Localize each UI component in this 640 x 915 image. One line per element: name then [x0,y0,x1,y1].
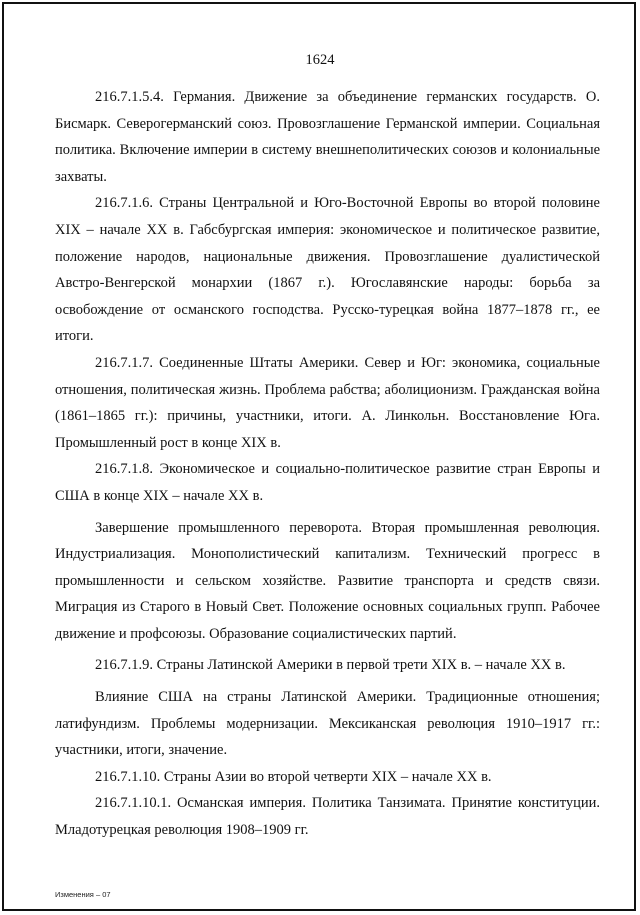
paragraph-usa: 216.7.1.7. Соединенные Штаты Америки. Север и Юг: экономика, социальные отношения, политическая жизнь. Проблема рабства; аболиционизм. Гражданская война (1861–1865 гг.): причины, участники, итоги. А. Линкольн. Восстановление Юга. Промышленный рост в конце XIX в. [55,354,600,451]
paragraph-central-europe: 216.7.1.6. Страны Центральной и Юго-Восточной Европы во второй половине XIX – начале XX в. Габсбургская империя: экономическое и политическое развитие, положение народов, национальные движения. Провозглашение дуалистической Австро-Венгерской монархии (1867 г.). Югославянские народы: борьба за освобождение от османского господства. Русско-турецкая война 1877–1878 гг., ее итоги. [55,195,600,345]
paragraph-latin-america: Влияние США на страны Латинской Америки. Традиционные отношения; латифундизм. Проблемы модернизации. Мексиканская революция 1910–1917 гг.: участники, итоги, значение. [55,689,600,759]
document-body [55,84,600,844]
paragraph-latin-america-heading: 216.7.1.9. Страны Латинской Америки в первой трети XIX в. – начале XX в. [95,657,566,674]
page-number: 1624 [305,52,335,68]
paragraph-germany: 216.7.1.5.4. Германия. Движение за объединение германских государств. О. Бисмарк. Северогерманский союз. Провозглашение Германской империи. Социальная политика. Включение империи в систему внешнеполитических союзов и колониальные захваты. [55,89,600,185]
footer-revision-note: Изменения – 07 [55,890,111,899]
paragraph-ottoman-empire: 216.7.1.10.1. Османская империя. Политика Танзимата. Принятие конституции. Младотурецкая революция 1908–1909 гг. [55,795,600,839]
paragraph-economic-development-heading: 216.7.1.8. Экономическое и социально-политическое развитие стран Европы и США в конце XIX – начале XX в. [55,461,600,504]
paragraph-industrial-revolution: Завершение промышленного переворота. Вторая промышленная революция. Индустриализация. Монополистический капитализм. Технический прогресс в промышленности и сельском хозяйстве. Развитие транспорта и средств связи. Миграция из Старого в Новый Свет. Положение основных социальных групп. Рабочее движение и профсоюзы. Образование социалистических партий. [55,519,600,642]
paragraph-asia-heading: 216.7.1.10. Страны Азии во второй четверти XIX – начале XX в. [95,768,492,785]
